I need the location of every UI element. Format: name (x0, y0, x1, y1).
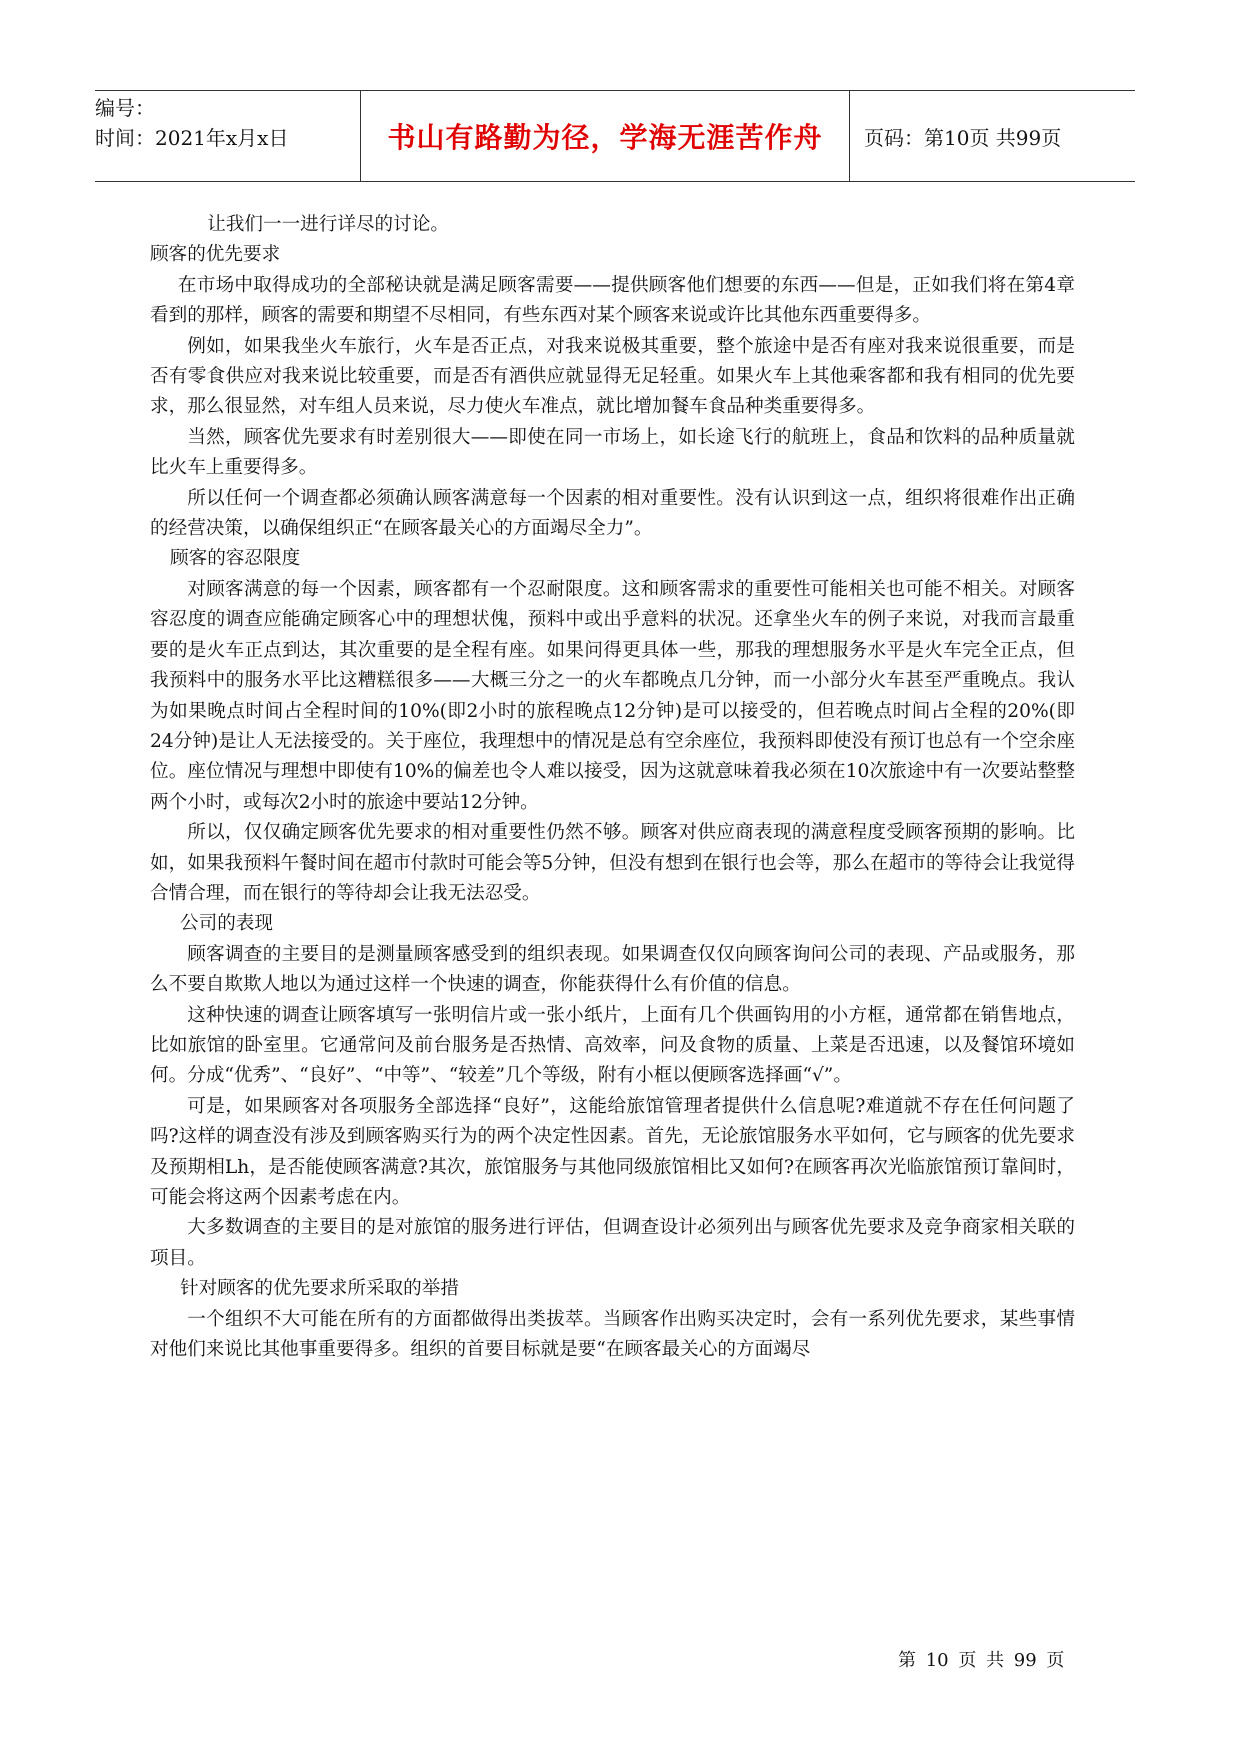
header-left-cell (95, 91, 360, 181)
section-heading: 顾客的容忍限度 (170, 548, 301, 570)
paragraph: 一个组织不大可能在所有的方面都做得出类拔萃。当顾客作出购买决定时，会有一系列优先要求，某些事情对他们来说比其他事重要得多。组织的首要目标就是要“在顾客最关心的方面竭尽 (150, 1308, 1075, 1361)
header-page-info: 页码：第10页 共99页 (864, 125, 1062, 150)
paragraph: 这种快速的调查让顾客填写一张明信片或一张小纸片，上面有几个供画钩用的小方框，通常都在销售地点，比如旅馆的卧室里。它通常问及前台服务是否热情、高效率，问及食物的质量、上菜是否迅速，以及餐馆环境如何。分成“优秀”、“良好”、“中等”、“较差”几个等级，附有小框以便顾客选择画“√”。 (150, 1004, 1075, 1087)
document-time-label: 时间：2021年x月x日 (95, 126, 289, 150)
paragraph: 所以任何一个调查都必须确认顾客满意每一个因素的相对重要性。没有认识到这一点，组织将很难作出正确的经营决策，以确保组织正“在顾客最关心的方面竭尽全力”。 (150, 487, 1075, 540)
section-heading: 顾客的优先要求 (150, 244, 281, 266)
paragraph: 让我们一一进行详尽的讨论。 (207, 214, 449, 235)
paragraph: 在市场中取得成功的全部秘诀就是满足顾客需要——提供顾客他们想要的东西——但是，正如我们将在第4章看到的那样，顾客的需要和期望不尽相同，有些东西对某个顾客来说或许比其他东西重要得多。 (150, 274, 1075, 327)
paragraph: 例如，如果我坐火车旅行，火车是否正点，对我来说极其重要，整个旅途中是否有座对我来说很重要，而是否有零食供应对我来说比较重要，而是否有酒供应就显得无足轻重。如果火车上其他乘客都和我有相同的优先要求，那么很显然，对车组人员来说，尽力使火车准点，就比增加餐车食品种类重要得多。 (150, 335, 1075, 418)
page-footer: 第 10 页 共 99 页 (898, 1650, 1065, 1671)
document-body (150, 210, 1075, 1365)
paragraph: 当然，顾客优先要求有时差别很大——即使在同一市场上，如长途飞行的航班上，食品和饮料的品种质量就比火车上重要得多。 (150, 426, 1075, 479)
paragraph: 对顾客满意的每一个因素，顾客都有一个忍耐限度。这和顾客需求的重要性可能相关也可能不相关。对顾客容忍度的调查应能确定顾客心中的理想状傀，预料中或出乎意料的状况。还拿坐火车的例子来说，对我而言最重要的是火车正点到达，其次重要的是全程有座。如果问得更具体一些，那我的理想服务水平是火车完全正点，但我预料中的服务水平比这糟糕很多——大概三分之一的火车都晚点几分钟，而一小部分火车甚至严重晚点。我认为如果晚点时间占全程时间的10%(即2小时的旅程晚点12分钟)是可以接受的，但若晚点时间占全程的20%(即24分钟)是让人无法接受的。关于座位，我理想中的情况是总有空余座位，我预料即使没有预订也总有一个空余座位。座位情况与理想中即使有10%的偏差也令人难以接受，因为这就意味着我必须在10次旅途中有一次要站整整两个小时，或每次2小时的旅途中要站12分钟。 (150, 578, 1075, 813)
paragraph: 可是，如果顾客对各项服务全部选择“良好”，这能给旅馆管理者提供什么信息呢?难道就不存在任何问题了吗?这样的调查没有涉及到顾客购买行为的两个决定性因素。首先，无论旅馆服务水平如何，它与顾客的优先要求及预期相Lh，是否能使顾客满意?其次，旅馆服务与其他同级旅馆相比又如何?在顾客再次光临旅馆预订靠间时，可能会将这两个因素考虑在内。 (150, 1095, 1075, 1208)
paragraph: 所以，仅仅确定顾客优先要求的相对重要性仍然不够。顾客对供应商表现的满意程度受顾客预期的影响。比如，如果我预料午餐时间在超市付款时可能会等5分钟，但没有想到在银行也会等，那么在超市的等待会让我觉得合情合理，而在银行的等待却会让我无法忍受。 (150, 822, 1075, 904)
paragraph: 顾客调查的主要目的是测量顾客感受到的组织表现。如果调查仅仅向顾客询问公司的表现、产品或服务，那么不要自欺欺人地以为通过这样一个快速的调查，你能获得什么有价值的信息。 (150, 943, 1075, 996)
page-header (95, 90, 1135, 182)
document-number-label: 编号： (95, 96, 155, 120)
section-heading: 公司的表现 (180, 913, 273, 935)
paragraph: 大多数调查的主要目的是对旅馆的服务进行评估，但调查设计必须列出与顾客优先要求及竞争商家相关联的项目。 (150, 1217, 1075, 1269)
header-motto: 书山有路勤为径，学海无涯苦作舟 (360, 91, 850, 181)
section-heading: 针对顾客的优先要求所采取的举措 (180, 1278, 459, 1300)
